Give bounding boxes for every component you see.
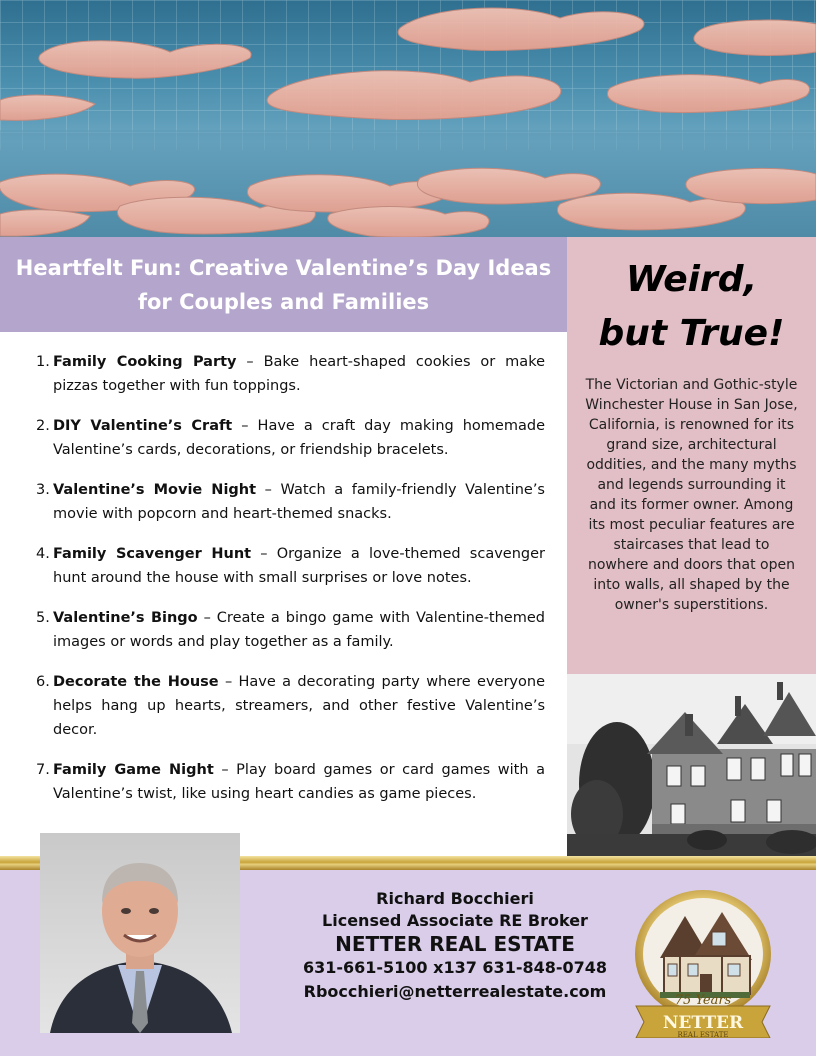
list-item-text: – Have a decorating party where everyone helps hang up hearts, streamers, and other festive Valentine’s decor. (53, 674, 545, 738)
list-item (36, 478, 545, 526)
list-item-number: 1. (36, 354, 50, 370)
sidebar-weird-but-true (567, 237, 816, 674)
list-item-body (53, 350, 545, 398)
contact-block (290, 888, 620, 1004)
winchester-house-photo (567, 674, 816, 856)
agent-headshot-graphic (40, 833, 240, 1033)
list-item-body (53, 606, 545, 654)
agent-headshot (40, 833, 240, 1033)
hero-hearts-image (0, 0, 816, 237)
list-item-number: 7. (36, 762, 50, 778)
email-address[interactable]: Rbocchieri@netterrealestate.com (303, 982, 607, 1001)
sidebar-heading (567, 253, 816, 361)
list-item-text: – Bake heart-shaped cookies or make pizzas together with fun toppings. (53, 354, 545, 394)
netter-logo-graphic (630, 888, 776, 1038)
list-item-body (53, 478, 545, 526)
logo-brand-text: NETTER (662, 1013, 744, 1033)
logo-sub-text: REAL ESTATE (677, 1031, 729, 1038)
list-item-number: 5. (36, 610, 50, 626)
list-item-title: Valentine’s Movie Night (53, 482, 257, 498)
list-item-title: Valentine’s Bingo (53, 610, 198, 626)
agent-title: Licensed Associate RE Broker (322, 911, 588, 930)
list-item-text: – Play board games or card games with a Valentine’s twist, like using heart candies as game pieces. (53, 762, 545, 802)
list-item-title: Family Scavenger Hunt (53, 546, 252, 562)
list-item-body (53, 542, 545, 590)
list-item-title: Family Cooking Party (53, 354, 237, 370)
list-item-title: Decorate the House (53, 674, 219, 690)
list-item-number: 2. (36, 418, 50, 434)
list-item-text: – Create a bingo game with Valentine-themed images or words and play together as a family. (53, 610, 545, 650)
sidebar-body-text: The Victorian and Gothic-style Winchester House in San Jose, California, is renowned for its grand size, architectural oddities, and the many myths and legends surrounding it and its former owner. Among its most peculiar features are staircases that lead to nowhere and doors that open into walls, all shaped by the owner's superstitions. (585, 377, 798, 613)
list-item-text: – Organize a love-themed scavenger hunt around the house with small surprises or love notes. (53, 546, 546, 586)
list-item (36, 758, 545, 806)
list-item-number: 4. (36, 546, 50, 562)
list-item (36, 350, 545, 398)
list-item-title: Family Game Night (53, 762, 214, 778)
sidebar-heading-line1: Weird, (625, 259, 758, 300)
sidebar-heading-line2: but True! (598, 313, 785, 354)
title-band (0, 237, 567, 332)
list-item (36, 606, 545, 654)
list-item-text: – Watch a family-friendly Valentine’s movie with popcorn and heart-themed snacks. (53, 482, 545, 522)
list-item-number: 6. (36, 674, 50, 690)
list-item-number: 3. (36, 482, 50, 498)
list-item (36, 414, 545, 462)
logo-years-text: 75 Years (674, 993, 732, 1008)
winchester-house-graphic (567, 674, 816, 856)
list-item-body (53, 414, 545, 462)
list-item-body (53, 758, 545, 806)
phone-numbers: 631-661-5100 x137 631-848-0748 (302, 958, 608, 977)
list-item (36, 670, 545, 742)
list-item-title: DIY Valentine’s Craft (53, 418, 233, 434)
company-name: NETTER REAL ESTATE (335, 932, 575, 956)
netter-75-years-logo (630, 888, 776, 1038)
ideas-list (36, 350, 545, 822)
list-item (36, 542, 545, 590)
list-item-body (53, 670, 545, 742)
hero-hearts-graphic (0, 0, 816, 237)
list-item-text: – Have a craft day making homemade Valentine’s cards, decorations, or friendship bracelets. (53, 418, 545, 458)
agent-name: Richard Bocchieri (376, 889, 534, 908)
page-title: Heartfelt Fun: Creative Valentine’s Day Ideas for Couples and Families (15, 255, 552, 314)
